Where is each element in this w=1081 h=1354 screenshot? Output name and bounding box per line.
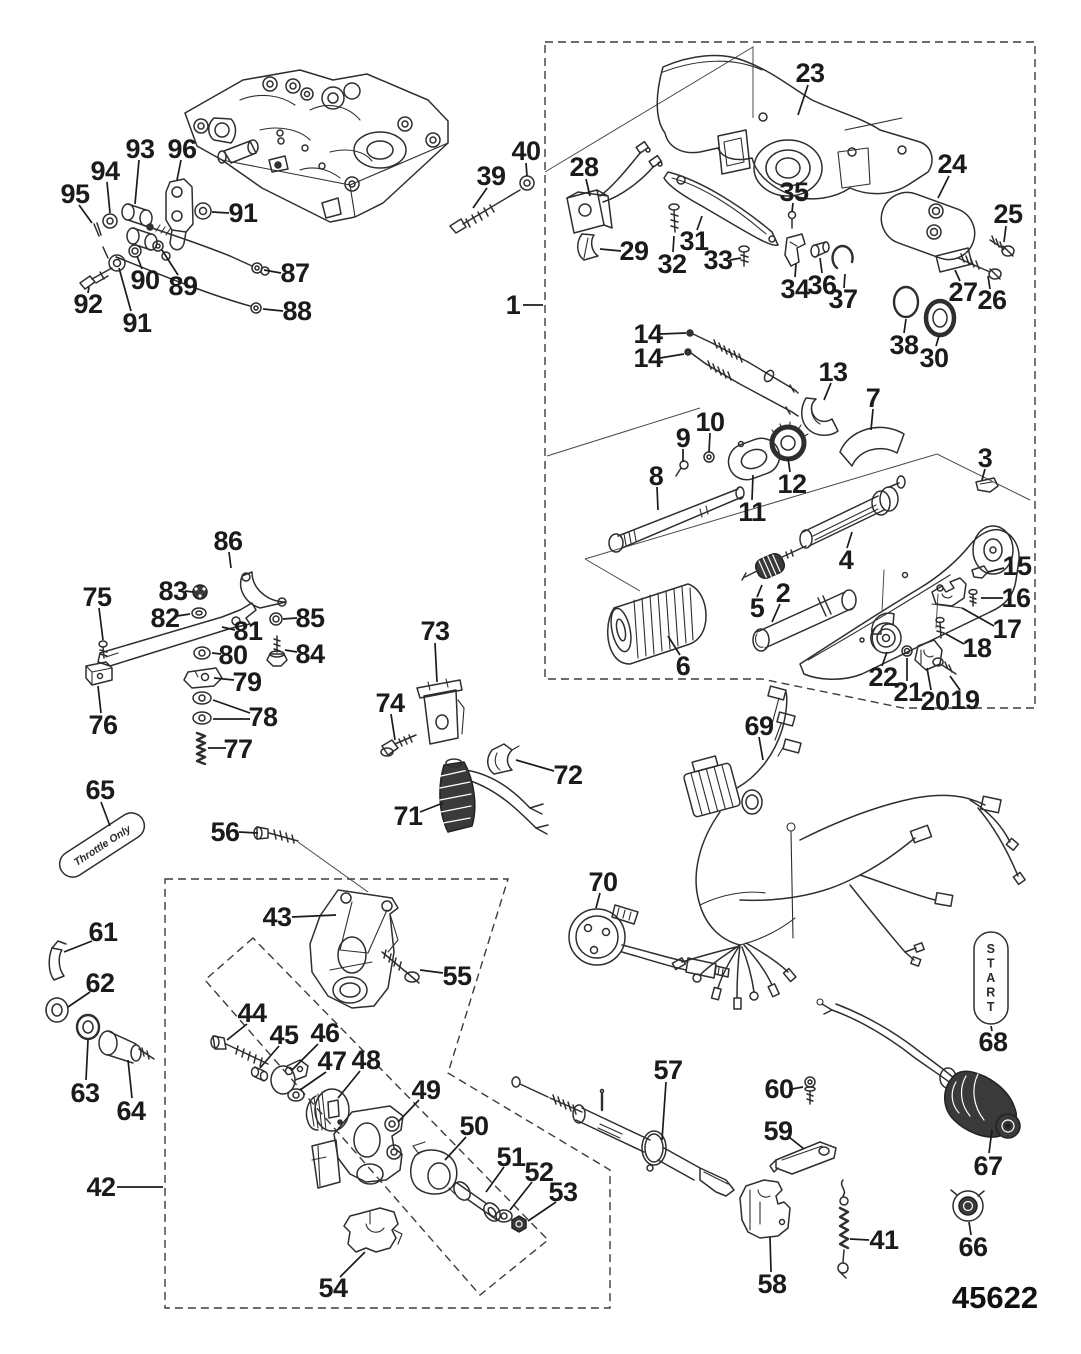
part-50-cup [411, 1142, 457, 1194]
part-86-friction-strap [241, 572, 286, 608]
part-label-87: 87 [280, 258, 310, 288]
part-label-72: 72 [553, 760, 583, 790]
part-11-friction-plate [723, 433, 784, 485]
part-12-bushing-ring [772, 422, 808, 459]
carburetor-adapter-plate [185, 70, 448, 222]
leader-line-65 [101, 802, 110, 826]
part-label-35: 35 [779, 177, 809, 207]
part-61-clip [49, 941, 66, 980]
part-label-95: 95 [60, 179, 90, 209]
part-label-51: 51 [496, 1142, 526, 1172]
part-label-64: 64 [116, 1096, 146, 1126]
part-16-screw [969, 590, 977, 607]
part-label-86: 86 [213, 526, 243, 556]
part-35-screw [789, 212, 796, 229]
part-56-bolt [254, 827, 298, 843]
part-label-65: 65 [85, 775, 115, 805]
part-label-24: 24 [937, 149, 967, 179]
part-10-nut [704, 452, 714, 462]
part-label-92: 92 [73, 289, 103, 319]
part-69-wiring-harness [672, 686, 1025, 1009]
part-label-26: 26 [977, 285, 1007, 315]
part-37-c-ring [833, 246, 853, 268]
part-label-11: 11 [738, 497, 766, 527]
part-85-nut [270, 613, 282, 625]
part-label-38: 38 [889, 330, 919, 360]
part-label-68: 68 [978, 1027, 1008, 1057]
part-label-30: 30 [919, 343, 949, 373]
part-6-handle-grip [608, 584, 706, 664]
part-label-89: 89 [168, 271, 198, 301]
part-36-pin [811, 242, 829, 257]
part-39-bolt [450, 190, 520, 233]
part-label-66: 66 [958, 1232, 988, 1262]
part-label-91: 91 [228, 198, 258, 228]
part-label-29: 29 [619, 236, 649, 266]
part-label-84: 84 [295, 639, 325, 669]
throttle-only-decal [55, 808, 150, 882]
part-label-23: 23 [795, 58, 825, 88]
part-label-21: 21 [893, 677, 923, 707]
part-label-12: 12 [777, 469, 807, 499]
part-64-shaft [99, 1031, 154, 1063]
part-5-friction-knob [742, 546, 806, 581]
part-91-washer [195, 203, 211, 219]
part-59-bracket-strip [770, 1142, 836, 1174]
part-label-60: 60 [764, 1074, 794, 1104]
part-label-70: 70 [588, 867, 618, 897]
part-34-latch-bracket [785, 234, 805, 266]
leader-line-72 [516, 760, 554, 771]
part-33-screw [739, 246, 749, 266]
part-77-spring [197, 733, 205, 764]
part-13-cable-clamp [802, 398, 838, 435]
part-label-40: 40 [511, 136, 541, 166]
part-label-47: 47 [317, 1046, 347, 1076]
part-72-clip [488, 744, 519, 774]
part-22-grommet [871, 623, 901, 653]
start-decal-text: S T A R T [986, 942, 996, 1014]
part-label-96: 96 [167, 134, 197, 164]
leader-line-29 [600, 249, 621, 251]
part-label-91: 91 [122, 308, 152, 338]
part-label-77: 77 [223, 734, 253, 764]
part-label-63: 63 [70, 1078, 100, 1108]
part-label-45: 45 [269, 1020, 299, 1050]
part-29-clip [578, 234, 598, 260]
part-label-44: 44 [237, 998, 267, 1028]
part-label-54: 54 [318, 1273, 348, 1303]
part-label-14: 14 [633, 343, 663, 373]
part-95-pins [94, 223, 108, 258]
part-label-58: 58 [757, 1269, 787, 1299]
leader-line-76 [98, 686, 101, 713]
leader-line-60 [792, 1087, 803, 1089]
part-label-18: 18 [962, 633, 992, 663]
part-label-88: 88 [282, 296, 312, 326]
part-label-42: 42 [86, 1172, 116, 1202]
leader-line-91 [119, 268, 131, 311]
leader-line-71 [420, 803, 443, 812]
part-48-drum [306, 1089, 349, 1131]
part-66-bushing [951, 1190, 984, 1221]
part-82-washer [192, 608, 206, 618]
throttle-only-text: Throttle Only [71, 823, 134, 869]
part-7-half-bushing [840, 427, 904, 466]
part-label-10: 10 [695, 407, 725, 437]
part-44-screw [211, 1036, 268, 1066]
part-label-81: 81 [233, 616, 263, 646]
part-label-90: 90 [130, 265, 160, 295]
part-label-79: 79 [232, 667, 262, 697]
drawing-number: 45622 [951, 1280, 1039, 1315]
part-3-clip [976, 478, 998, 492]
leader-line-39 [473, 188, 487, 208]
part-label-13: 13 [818, 357, 848, 387]
part-53-locknut [512, 1216, 526, 1232]
leader-line-24 [938, 176, 949, 198]
part-58-clamp-block [740, 1180, 790, 1238]
part-label-34: 34 [780, 274, 810, 304]
part-label-7: 7 [865, 383, 881, 413]
part-54-clamp-half [344, 1208, 402, 1252]
part-label-19: 19 [950, 685, 980, 715]
part-32-screw [669, 204, 679, 232]
part-19-bolt [933, 658, 956, 674]
part-label-83: 83 [158, 576, 188, 606]
part-label-33: 33 [703, 245, 733, 275]
part-label-22: 22 [868, 662, 898, 692]
part-45-pin [252, 1067, 268, 1081]
part-41-spring-link [838, 1180, 848, 1278]
start-decal [974, 932, 1008, 1024]
part-label-94: 94 [90, 156, 120, 186]
part-14-throttle-cables [685, 330, 798, 416]
part-label-25: 25 [993, 199, 1023, 229]
leader-line-88 [263, 309, 283, 311]
leader-line-63 [86, 1040, 88, 1080]
leader-line-57 [662, 1082, 666, 1140]
part-label-57: 57 [653, 1055, 683, 1085]
part-label-76: 76 [88, 710, 118, 740]
part-2-outer-tube [753, 590, 856, 651]
part-label-14: 14 [633, 319, 663, 349]
part-38-seal-ring [894, 287, 918, 317]
leader-line-75 [99, 608, 103, 640]
part-label-27: 27 [948, 277, 978, 307]
leader-line-18 [946, 634, 964, 644]
part-label-4: 4 [838, 545, 854, 575]
part-73-switch-bracket [417, 679, 464, 744]
part-24-side-cover [874, 185, 982, 267]
part-label-20: 20 [920, 686, 950, 716]
part-label-6: 6 [675, 651, 691, 681]
part-label-93: 93 [125, 134, 155, 164]
leader-line-79 [214, 678, 234, 680]
part-label-9: 9 [675, 423, 691, 453]
leader-line-23 [798, 85, 808, 115]
part-label-1: 1 [505, 290, 521, 320]
leader-line-87 [264, 270, 281, 273]
part-90-bushing [129, 245, 141, 257]
part-87-link-rod [147, 224, 269, 275]
part-label-31: 31 [679, 226, 709, 256]
part-84-bolt [267, 636, 287, 666]
part-47-washer [288, 1089, 304, 1101]
part-67-start-switch [817, 999, 1020, 1138]
part-71-neutral-switch [440, 759, 548, 834]
leader-line-73 [435, 643, 437, 682]
part-43-mount-bracket [310, 890, 398, 1008]
part-label-55: 55 [442, 961, 472, 991]
part-label-85: 85 [295, 603, 325, 633]
leader-line-91 [212, 212, 229, 213]
part-label-78: 78 [248, 702, 278, 732]
part-label-17: 17 [992, 614, 1022, 644]
leader-line-14 [660, 333, 686, 334]
part-label-36: 36 [807, 270, 837, 300]
part-label-46: 46 [310, 1018, 340, 1048]
part-label-39: 39 [476, 161, 506, 191]
part-label-56: 56 [210, 817, 240, 847]
part-40-washer [520, 176, 534, 190]
part-92-bolt [80, 268, 112, 289]
part-label-15: 15 [1002, 551, 1032, 581]
part-label-80: 80 [218, 640, 248, 670]
part-label-69: 69 [744, 711, 774, 741]
part-9-screw [676, 461, 688, 476]
part-label-28: 28 [569, 152, 599, 182]
part-label-59: 59 [763, 1116, 793, 1146]
part-63-ring [77, 1015, 99, 1039]
part-label-48: 48 [351, 1045, 381, 1075]
part-4-inner-tube [800, 476, 905, 548]
part-label-62: 62 [85, 968, 115, 998]
part-label-5: 5 [749, 593, 765, 623]
leader-line-64 [128, 1060, 132, 1098]
part-label-67: 67 [973, 1151, 1003, 1181]
part-83-nut [193, 585, 207, 599]
part-60-screw [805, 1077, 815, 1104]
part-label-74: 74 [375, 688, 405, 718]
part-52-washer [496, 1210, 512, 1222]
part-80-washer [194, 647, 210, 659]
part-label-73: 73 [420, 616, 450, 646]
part-label-16: 16 [1001, 583, 1031, 613]
part-78-washers [193, 692, 211, 724]
leader-line-78 [213, 700, 250, 713]
part-96-bracket [166, 179, 193, 250]
part-74-bolt [381, 735, 416, 756]
bolt-bosses [194, 77, 440, 191]
leader-line-58 [770, 1237, 771, 1272]
leader-line-94 [107, 182, 110, 213]
leader-line-43 [292, 915, 336, 917]
part-label-41: 41 [869, 1225, 899, 1255]
part-label-43: 43 [262, 902, 292, 932]
leader-line-56 [239, 832, 258, 833]
leader-line-41 [850, 1239, 869, 1240]
part-label-53: 53 [548, 1177, 578, 1207]
leader-line-93 [135, 160, 139, 204]
part-label-52: 52 [524, 1157, 554, 1187]
part-label-37: 37 [828, 284, 858, 314]
part-label-50: 50 [459, 1111, 489, 1141]
part-label-75: 75 [82, 582, 112, 612]
part-8-throttle-shaft [609, 487, 744, 552]
part-62-seal [46, 998, 68, 1022]
part-label-8: 8 [648, 461, 664, 491]
part-label-49: 49 [411, 1075, 441, 1105]
part-label-3: 3 [977, 443, 993, 473]
part-label-32: 32 [657, 249, 687, 279]
part-55-bolt [382, 950, 419, 983]
part-94-washer [103, 214, 117, 228]
inner-dashed-group [205, 938, 548, 1295]
part-label-82: 82 [150, 603, 180, 633]
part-label-71: 71 [393, 801, 423, 831]
part-label-61: 61 [88, 917, 118, 947]
alignment-lines [298, 47, 1030, 892]
leader-line-55 [420, 970, 443, 973]
leader-line-14 [660, 354, 684, 358]
part-25-screw [990, 236, 1014, 256]
part-label-2: 2 [775, 578, 791, 608]
